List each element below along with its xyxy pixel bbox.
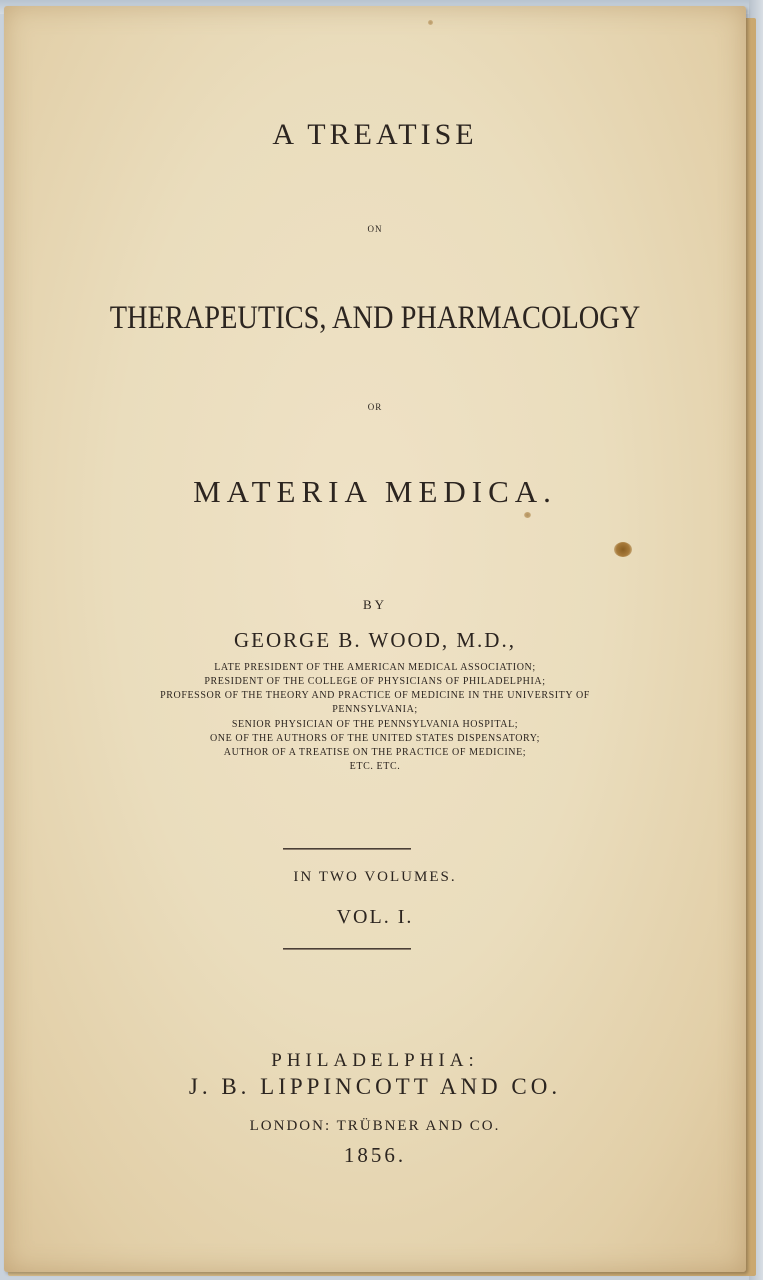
connector-on: ON: [367, 224, 383, 234]
by-line: BY: [362, 597, 388, 612]
title-line-2: THERAPEUTICS, AND PHARMACOLOGY: [109, 300, 641, 336]
divider-rule-bottom: [283, 948, 411, 950]
foxing-spot: [614, 542, 632, 557]
credential-line: SENIOR PHYSICIAN OF THE PENNSYLVANIA HOSPITAL;: [231, 719, 519, 730]
london-imprint: LONDON: TRÜBNER AND CO.: [249, 1118, 501, 1134]
credential-line: PROFESSOR OF THE THEORY AND PRACTICE OF MEDICINE IN THE UNIVERSITY OF: [160, 690, 590, 701]
publisher-name: J. B. LIPPINCOTT AND CO.: [188, 1074, 562, 1099]
divider-rule-top: [283, 848, 411, 850]
imprint-city: PHILADELPHIA:: [271, 1050, 479, 1071]
volume-number: VOL. I.: [336, 906, 414, 928]
foxing-spot: [524, 512, 531, 518]
credential-line: ETC. ETC.: [349, 761, 401, 772]
credential-line: LATE PRESIDENT OF THE AMERICAN MEDICAL ASSOCIATION;: [214, 662, 536, 673]
credential-line: PENNSYLVANIA;: [332, 704, 418, 715]
credential-line: PRESIDENT OF THE COLLEGE OF PHYSICIANS OF PHILADELPHIA;: [204, 676, 546, 687]
publication-year: 1856.: [343, 1143, 407, 1167]
foxing-spot: [428, 20, 433, 25]
credential-line: ONE OF THE AUTHORS OF THE UNITED STATES DISPENSATORY;: [209, 733, 541, 744]
credential-line: AUTHOR OF A TREATISE ON THE PRACTICE OF MEDICINE;: [223, 747, 527, 758]
volumes-note: IN TWO VOLUMES.: [293, 869, 457, 885]
title-page: [4, 6, 746, 1272]
title-line-3: MATERIA MEDICA.: [193, 474, 557, 509]
title-line-1: A TREATISE: [272, 118, 478, 151]
connector-or: OR: [367, 402, 383, 412]
author-name: GEORGE B. WOOD, M.D.,: [234, 628, 516, 652]
